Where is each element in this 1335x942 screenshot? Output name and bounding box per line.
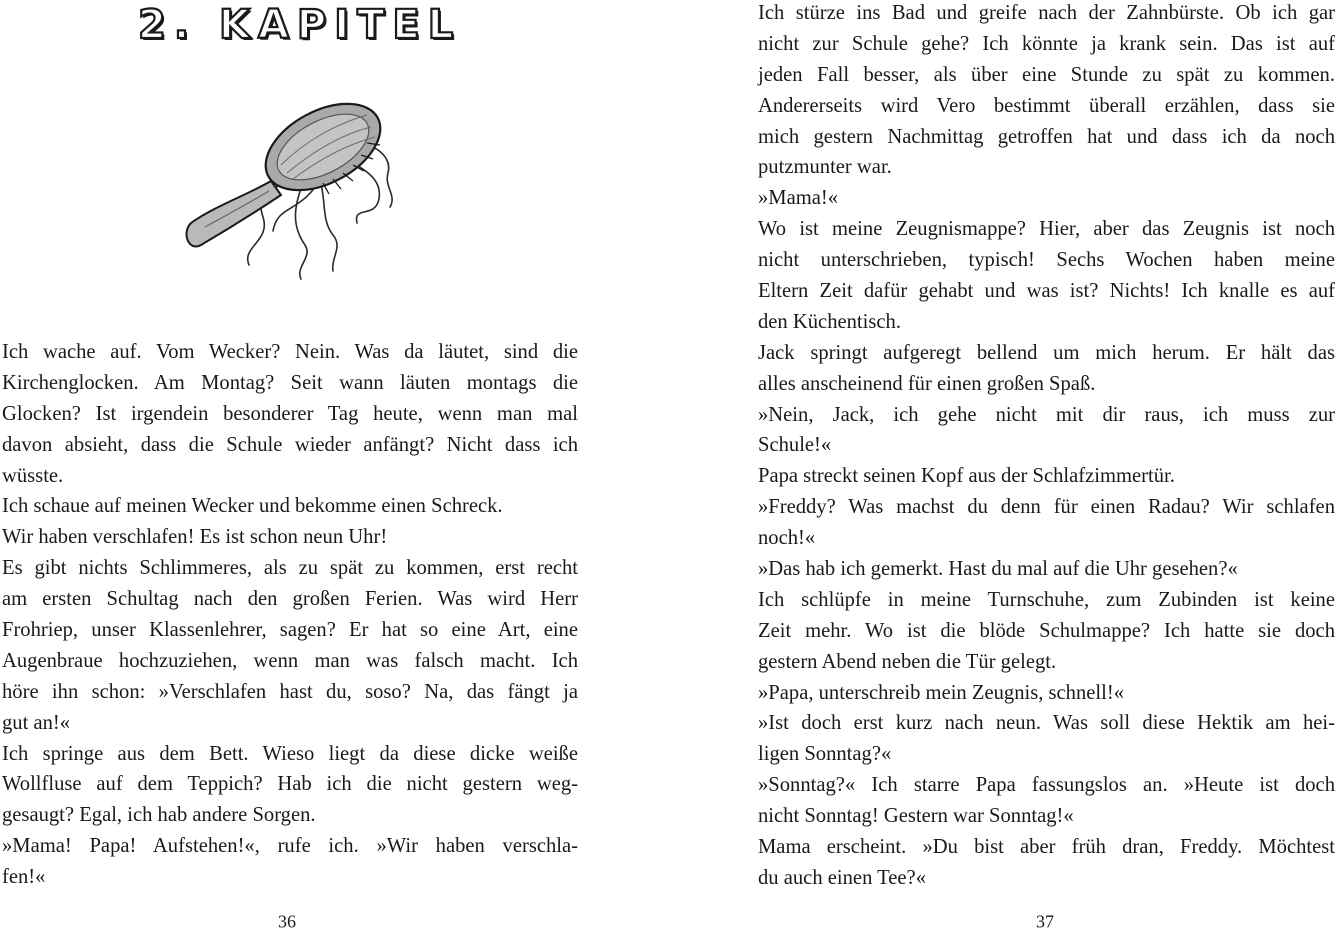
- text-line: Papa streckt seinen Kopf aus der Schlafzimmertür.: [758, 465, 1175, 488]
- page-number-right: 37: [1036, 911, 1054, 932]
- text-line: alles anscheinend für einen großen Spaß.: [758, 372, 1096, 395]
- text-line: putzmunter war.: [758, 156, 892, 179]
- text-line: Wollfluse auf dem Teppich? Hab ich die nicht gestern weg-: [2, 773, 578, 796]
- text-line: »Nein, Jack, ich gehe nicht mit dir raus, ich muss zur: [758, 403, 1335, 426]
- text-line: »Mama! Papa! Aufstehen!«, rufe ich. »Wir haben verschla-: [2, 835, 578, 858]
- text-line: Zeit mehr. Wo ist die blöde Schulmappe? Ich hatte sie doch: [758, 619, 1335, 642]
- text-line: »Mama!«: [758, 187, 839, 210]
- text-line: Wir haben verschlafen! Es ist schon neun Uhr!: [2, 526, 388, 549]
- text-line: Wo ist meine Zeugnismappe? Hier, aber das Zeugnis ist noch: [758, 218, 1335, 241]
- text-line: »Sonntag?« Ich starre Papa fassungslos an. »Heute ist doch: [758, 774, 1335, 797]
- text-line: nicht Sonntag! Gestern war Sonntag!«: [758, 805, 1074, 828]
- right-page: [745, 0, 1335, 942]
- text-line: gesaugt? Egal, ich hab andere Sorgen.: [2, 804, 316, 827]
- page-number-left: 36: [278, 911, 296, 932]
- right-page-text: [758, 0, 1335, 894]
- text-line: »Freddy? Was machst du denn für einen Radau? Wir schlafen: [758, 496, 1335, 519]
- text-line: höre ihn schon: »Verschlafen hast du, soso? Na, das fängt ja: [2, 680, 578, 703]
- text-line: Schule!«: [758, 434, 832, 457]
- text-line: Ich schaue auf meinen Wecker und bekomme einen Schreck.: [2, 495, 503, 518]
- text-line: Mama erscheint. »Du bist aber früh dran, Freddy. Möchtest: [758, 836, 1335, 859]
- text-line: »Papa, unterschreib mein Zeugnis, schnell!«: [758, 681, 1125, 704]
- hairbrush-icon: [183, 95, 403, 285]
- text-line: Glocken? Ist irgendein besonderer Tag heute, wenn man mal: [2, 402, 578, 425]
- text-line: fen!«: [2, 866, 46, 889]
- text-line: am ersten Schultag nach den großen Ferien. Was wird Herr: [2, 588, 578, 611]
- text-line: Andererseits wird Vero bestimmt überall erzählen, dass sie: [758, 94, 1335, 117]
- left-page: [0, 0, 600, 942]
- text-line: wüsste.: [2, 464, 64, 487]
- text-line: nicht zur Schule gehe? Ich könnte ja krank sein. Das ist auf: [758, 32, 1335, 55]
- text-line: »Ist doch erst kurz nach neun. Was soll diese Hektik am hei-: [758, 712, 1335, 735]
- text-line: Frohriep, unser Klassenlehrer, sagen? Er hat so eine Art, eine: [2, 619, 578, 642]
- text-line: Ich stürze ins Bad und greife nach der Zahnbürste. Ob ich gar: [758, 2, 1335, 24]
- left-page-text: [2, 337, 578, 893]
- text-line: davon absieht, dass die Schule wieder anfängt? Nicht dass ich: [2, 433, 578, 456]
- text-line: du auch einen Tee?«: [758, 866, 926, 889]
- text-line: Jack springt aufgeregt bellend um mich herum. Er hält das: [758, 341, 1335, 364]
- text-line: Augenbraue hochzuziehen, wenn man was falsch macht. Ich: [2, 649, 578, 672]
- text-line: noch!«: [758, 527, 816, 550]
- text-line: mich gestern Nachmittag getroffen hat und dass ich da noch: [758, 125, 1335, 148]
- text-line: Ich springe aus dem Bett. Wieso liegt da diese dicke weiße: [2, 742, 578, 765]
- text-line: Kirchenglocken. Am Montag? Seit wann läuten montags die: [2, 371, 578, 394]
- text-line: gut an!«: [2, 711, 71, 734]
- text-line: den Küchentisch.: [758, 310, 901, 333]
- text-line: ligen Sonntag?«: [758, 743, 892, 766]
- text-line: gestern Abend neben die Tür gelegt.: [758, 650, 1057, 673]
- text-line: Es gibt nichts Schlimmeres, als zu spät zu kommen, erst recht: [2, 557, 578, 580]
- text-line: Eltern Zeit dafür gehabt und was ist? Nichts! Ich knalle es auf: [758, 280, 1335, 303]
- chapter-title: 2. KAPITEL: [138, 2, 462, 48]
- text-line: nicht unterschrieben, typisch! Sechs Wochen haben meine: [758, 249, 1335, 272]
- text-line: »Das hab ich gemerkt. Hast du mal auf die Uhr gesehen?«: [758, 558, 1238, 581]
- text-line: Ich wache auf. Vom Wecker? Nein. Was da läutet, sind die: [2, 341, 578, 363]
- text-line: Ich schlüpfe in meine Turnschuhe, zum Zubinden ist keine: [758, 588, 1335, 611]
- text-line: jeden Fall besser, als über eine Stunde zu spät zu kommen.: [758, 63, 1335, 86]
